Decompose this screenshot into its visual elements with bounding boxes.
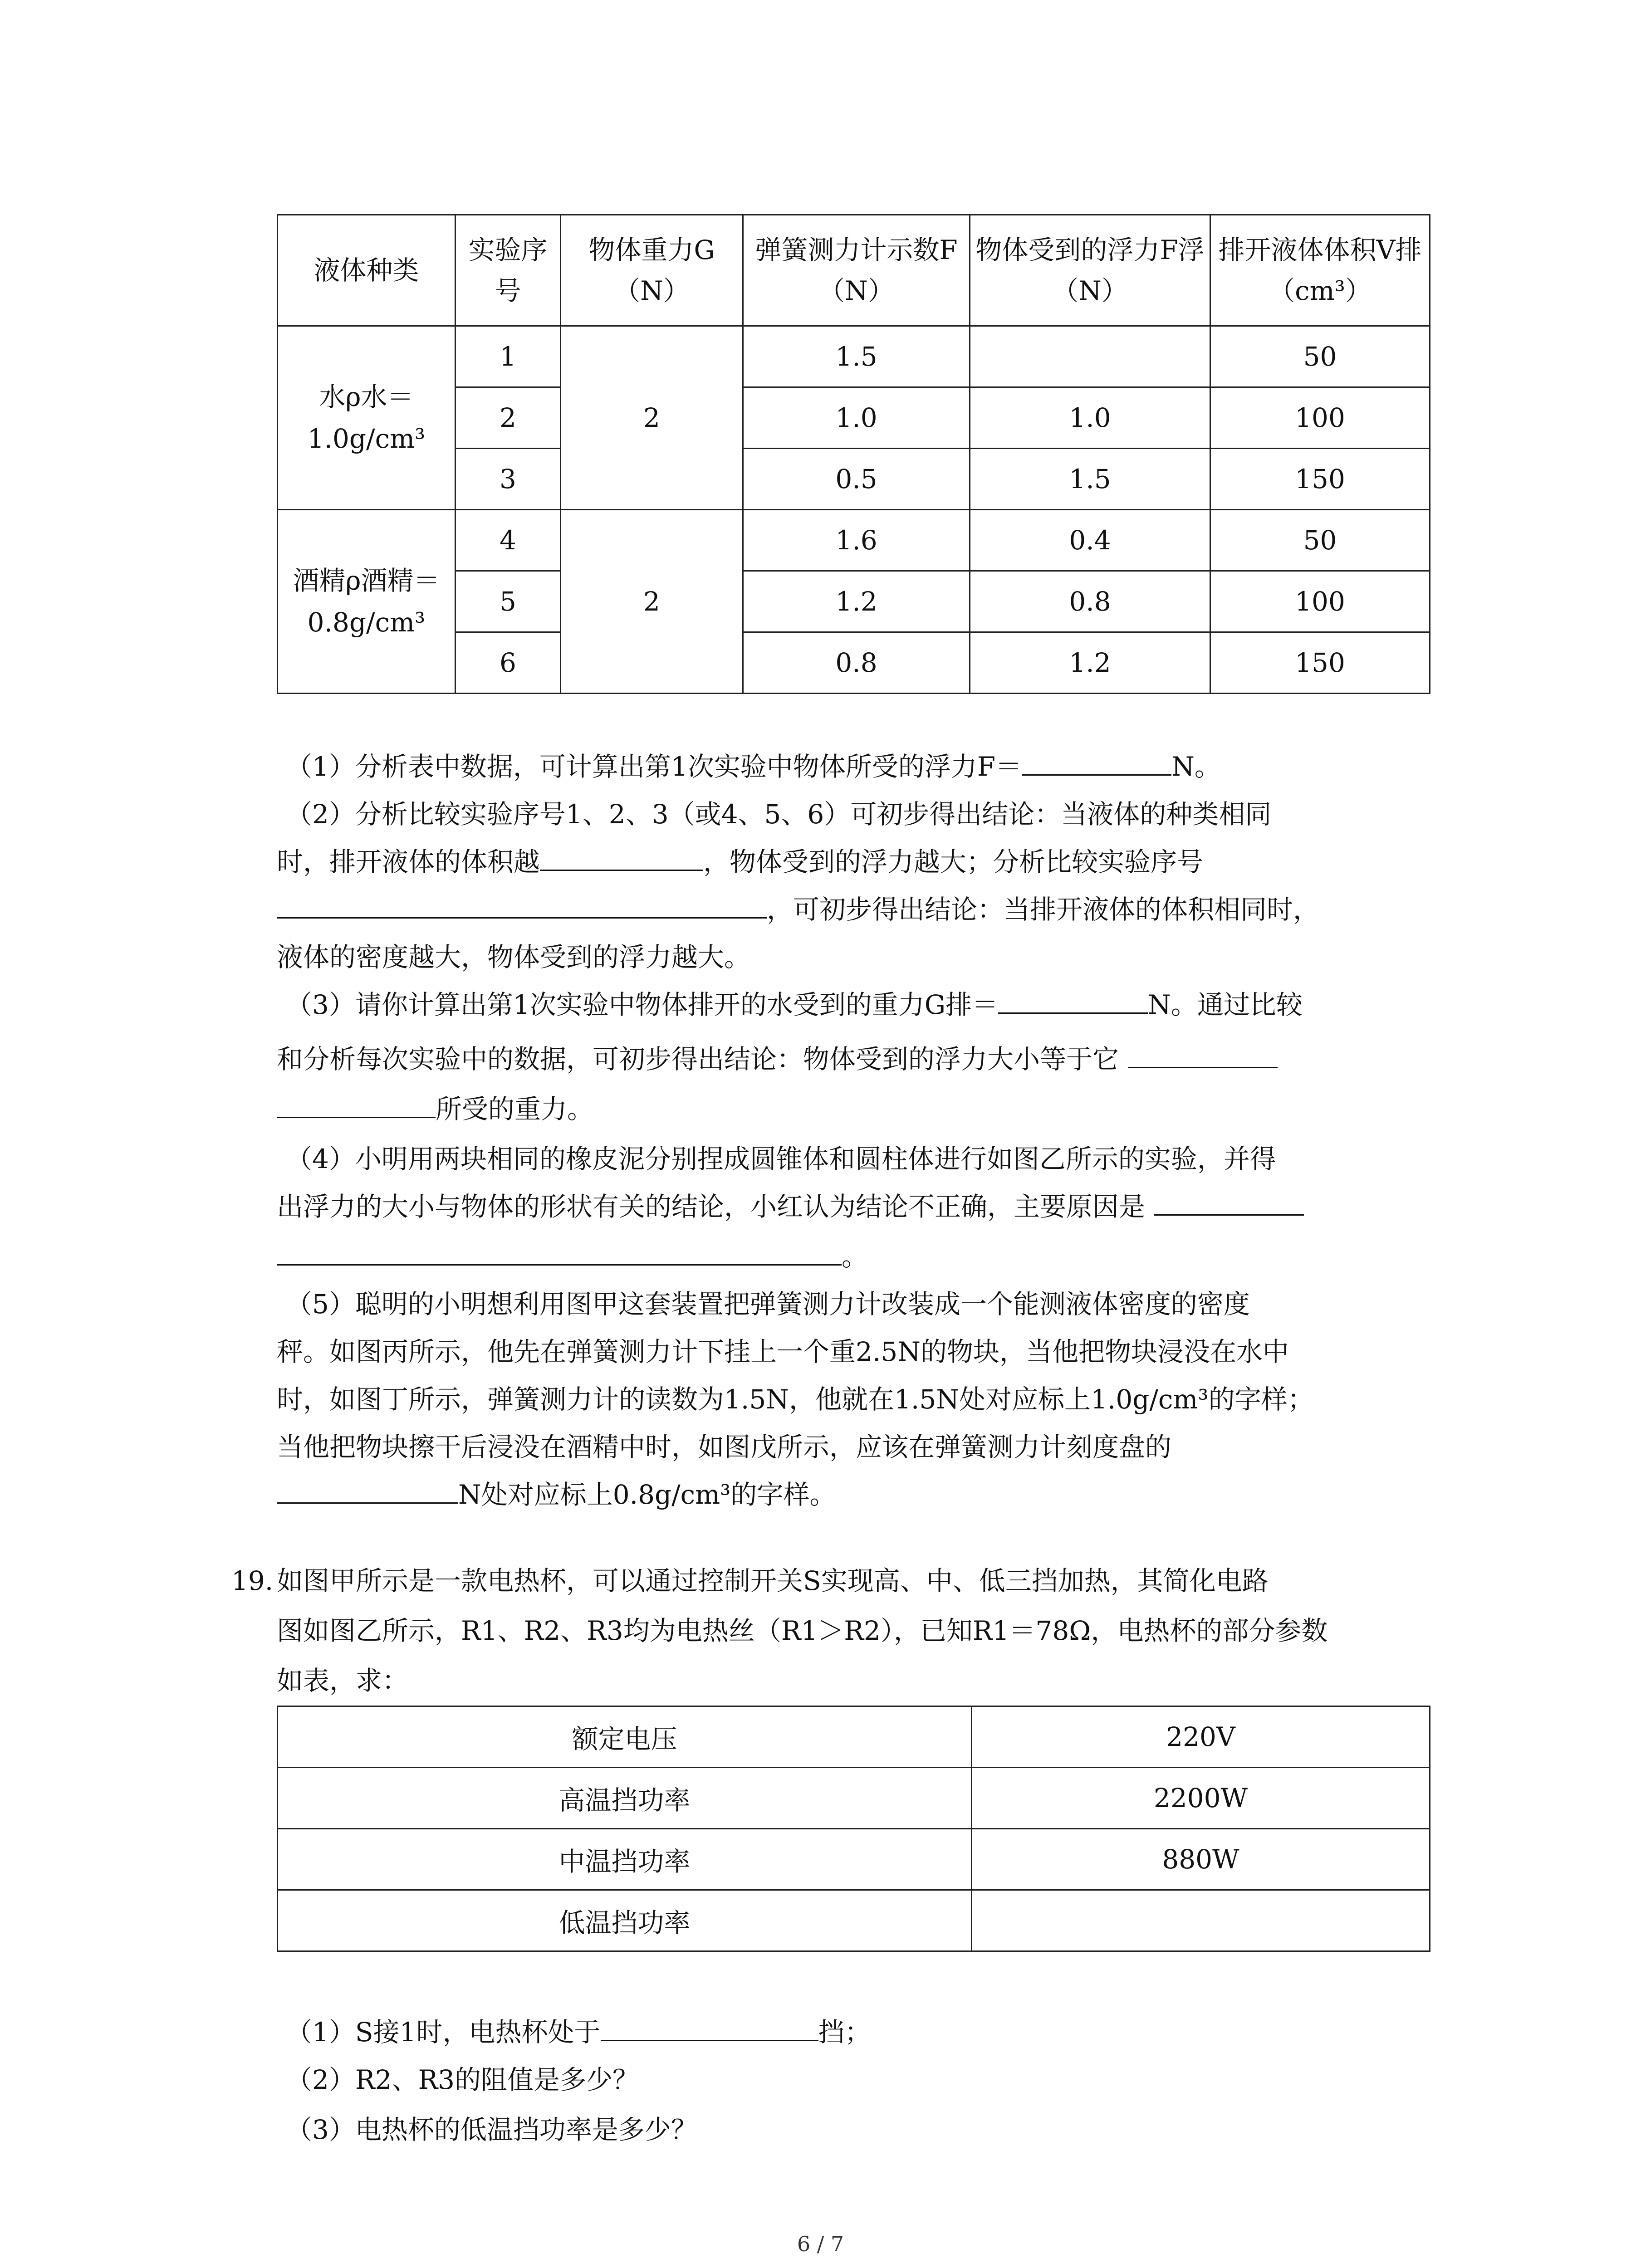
- table-cell: 50: [1210, 510, 1430, 571]
- answer-blank[interactable]: [1022, 749, 1171, 776]
- weight-water: 2: [561, 326, 743, 510]
- answer-blank[interactable]: [540, 844, 703, 871]
- q18-part5-line3: 时，如图丁所示，弹簧测力计的读数为1.5N，他就在1.5N处对应标上1.0g/cm³的字样；: [277, 1384, 1314, 1415]
- table-cell: 0.4: [970, 510, 1210, 571]
- table-cell: 100: [1210, 571, 1430, 632]
- q18-part3-line1: [286, 987, 1303, 1023]
- q19-sub1: [286, 2014, 871, 2050]
- q18-part5-line2: 秤。如图丙所示，他先在弹簧测力计下挂上一个重2.5N的物块，当他把物块浸没在水中: [277, 1336, 1289, 1367]
- q19-line1: 如图甲所示是一款电热杯，可以通过控制开关S实现高、中、低三挡加热，其简化电路: [277, 1565, 1269, 1596]
- param-value: [972, 1890, 1430, 1951]
- q18-part3-text-b: N。通过比较: [1148, 989, 1303, 1020]
- q18-part3-text-c: 和分析每次实验中的数据，可初步得出结论：物体受到的浮力大小等于它: [277, 1044, 1119, 1075]
- q18-part3-line2: [277, 1041, 1278, 1077]
- page-number: 6 / 7: [797, 2232, 844, 2256]
- q19-sub1-text: （1）S接1时，电热杯处于: [286, 2017, 601, 2048]
- header-spring: 弹簧测力计示数F（N）: [743, 215, 970, 326]
- weight-alcohol: 2: [561, 510, 743, 694]
- answer-blank[interactable]: [1154, 1189, 1304, 1216]
- q18-part2-text-a: 时，排开液体的体积越: [277, 846, 540, 877]
- table-cell: 3: [456, 449, 561, 510]
- param-label: 高温挡功率: [278, 1768, 972, 1829]
- answer-blank[interactable]: [277, 1239, 842, 1266]
- table-cell: 1.6: [743, 510, 970, 571]
- table-cell: 0.8: [970, 571, 1210, 632]
- q19-line3: 如表，求：: [277, 1665, 409, 1696]
- answer-blank[interactable]: [1128, 1041, 1278, 1068]
- table-cell: 1.2: [743, 571, 970, 632]
- heater-params-table: [277, 1706, 1430, 1952]
- q18-part4-text-a: 出浮力的大小与物体的形状有关的结论，小红认为结论不正确，主要原因是: [277, 1191, 1146, 1222]
- table-cell: 150: [1210, 632, 1430, 694]
- param-label: 中温挡功率: [278, 1829, 972, 1890]
- param-label: 额定电压: [278, 1706, 972, 1768]
- q18-part1-unit: N。: [1171, 751, 1221, 782]
- q18-part5-line1: （5）聪明的小明想利用图甲这套装置把弹簧测力计改装成一个能测液体密度的密度: [286, 1289, 1250, 1320]
- q18-part4-line3: [277, 1238, 868, 1275]
- header-liquid: 液体种类: [278, 215, 456, 326]
- q18-part2-line2: [277, 844, 1203, 880]
- answer-blank[interactable]: [998, 987, 1148, 1014]
- liquid-alcohol: 酒精ρ酒精＝0.8g/cm³: [278, 510, 456, 694]
- header-buoyancy: 物体受到的浮力F浮（N）: [970, 215, 1210, 326]
- q19-number: 19.: [231, 1565, 274, 1596]
- q18-part4-end: 。: [842, 1241, 868, 1272]
- header-seq: 实验序号: [456, 215, 561, 326]
- header-volume: 排开液体体积V排（cm³）: [1210, 215, 1430, 326]
- table-cell: 0.5: [743, 449, 970, 510]
- table-cell: 50: [1210, 326, 1430, 387]
- table-cell: 1.0: [743, 387, 970, 449]
- param-value: 880W: [972, 1829, 1430, 1890]
- q18-part3-text-d: 所受的重力。: [436, 1094, 594, 1124]
- q19-sub1-end: 挡；: [818, 2017, 871, 2048]
- answer-blank[interactable]: [277, 1477, 458, 1504]
- table-cell: 4: [456, 510, 561, 571]
- q19-line2: 图如图乙所示，R1、R2、R3均为电热丝（R1＞R2），已知R1＝78Ω，电热杯的部分参数: [277, 1615, 1328, 1646]
- q18-part1-text: （1）分析表中数据，可计算出第1次实验中物体所受的浮力F＝: [286, 751, 1022, 782]
- q18-part2-line4: 液体的密度越大，物体受到的浮力越大。: [277, 942, 751, 973]
- param-value: 2200W: [972, 1768, 1430, 1829]
- q19-sub2: （2）R2、R3的阻值是多少？: [286, 2064, 639, 2095]
- liquid-water: 水ρ水＝1.0g/cm³: [278, 326, 456, 510]
- table-cell: [970, 326, 1210, 387]
- q18-part2-text-b: ，物体受到的浮力越大；分析比较实验序号: [703, 846, 1204, 877]
- q18-part5-line4: 当他把物块擦干后浸没在酒精中时，如图戊所示，应该在弹簧测力计刻度盘的: [277, 1432, 1172, 1462]
- answer-blank[interactable]: [277, 892, 767, 919]
- q18-part2-text-c: ，可初步得出结论：当排开液体的体积相同时，: [767, 894, 1320, 925]
- param-label: 低温挡功率: [278, 1890, 972, 1951]
- table-cell: 2: [456, 387, 561, 449]
- table-cell: 1.5: [743, 326, 970, 387]
- table-cell: 1.5: [970, 449, 1210, 510]
- q18-part4-line1: （4）小明用两块相同的橡皮泥分别捏成圆锥体和圆柱体进行如图乙所示的实验，并得: [286, 1144, 1276, 1174]
- answer-blank[interactable]: [601, 2014, 818, 2041]
- header-weight: 物体重力G（N）: [561, 215, 743, 326]
- q18-part2-line3: [277, 891, 1319, 928]
- table-cell: 6: [456, 632, 561, 694]
- q18-part5-text: N处对应标上0.8g/cm³的字样。: [458, 1479, 836, 1510]
- q18-part1: [286, 748, 1221, 785]
- table-cell: 1.0: [970, 387, 1210, 449]
- buoyancy-data-table: [277, 214, 1430, 694]
- table-cell: 100: [1210, 387, 1430, 449]
- q18-part3-text-a: （3）请你计算出第1次实验中物体排开的水受到的重力G排＝: [286, 989, 999, 1020]
- table-cell: 0.8: [743, 632, 970, 694]
- q18-part5-line5: [277, 1476, 836, 1513]
- table-cell: 150: [1210, 449, 1430, 510]
- table-cell: 5: [456, 571, 561, 632]
- answer-blank[interactable]: [277, 1091, 436, 1118]
- param-value: 220V: [972, 1706, 1430, 1768]
- table-cell: 1: [456, 326, 561, 387]
- q18-part4-line2: [277, 1188, 1304, 1225]
- table-cell: 1.2: [970, 632, 1210, 694]
- q18-part2-line1: （2）分析比较实验序号1、2、3（或4、5、6）可初步得出结论：当液体的种类相同: [286, 799, 1272, 830]
- q18-part3-line3: [277, 1091, 593, 1127]
- q19-sub3: （3）电热杯的低温挡功率是多少？: [286, 2114, 697, 2145]
